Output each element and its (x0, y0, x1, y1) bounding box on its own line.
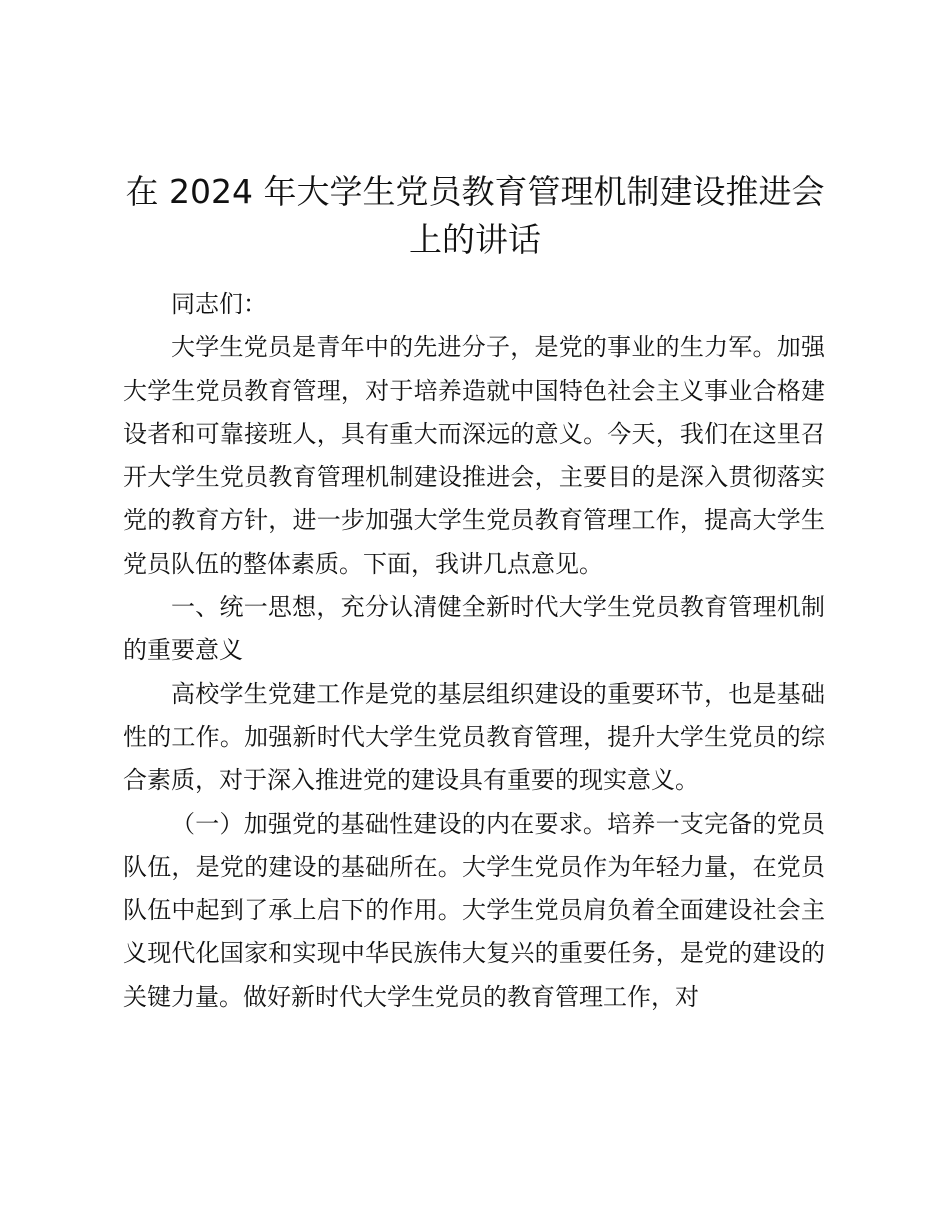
section-heading: 一、统一思想，充分认清健全新时代大学生党员教育管理机制的重要意义 (123, 593, 825, 665)
document-title: 在 2024 年大学生党员教育管理机制建设推进会上的讲话 (125, 172, 825, 259)
salutation-paragraph: 同志们： (171, 290, 267, 318)
section-paragraph: 高校学生党建工作是党的基层组织建设的重要环节，也是基础性的工作。加强新时代大学生党员教育管理，提升大学生党员的综合素质，对于深入推进党的建设具有重要的现实意义。 (123, 679, 825, 795)
intro-paragraph: 大学生党员是青年中的先进分子，是党的事业的生力军。加强大学生党员教育管理，对于培养造就中国特色社会主义事业合格建设者和可靠接班人，具有重大而深远的意义。今天，我们在这里召开大学生党员教育管理机制建设推进会，主要目的是深入贯彻落实党的教育方针，进一步加强大学生党员教育管理工作，提高大学生党员队伍的整体素质。下面，我讲几点意见。 (123, 333, 825, 578)
subsection-paragraph: （一）加强党的基础性建设的内在要求。培养一支完备的党员队伍，是党的建设的基础所在。大学生党员作为年轻力量，在党员队伍中起到了承上启下的作用。大学生党员肩负着全面建设社会主义现代化国家和实现中华民族伟大复兴的重要任务，是党的建设的关键力量。做好新时代大学生党员的教育管理工作，对 (123, 809, 825, 1011)
document-body (123, 283, 825, 1019)
